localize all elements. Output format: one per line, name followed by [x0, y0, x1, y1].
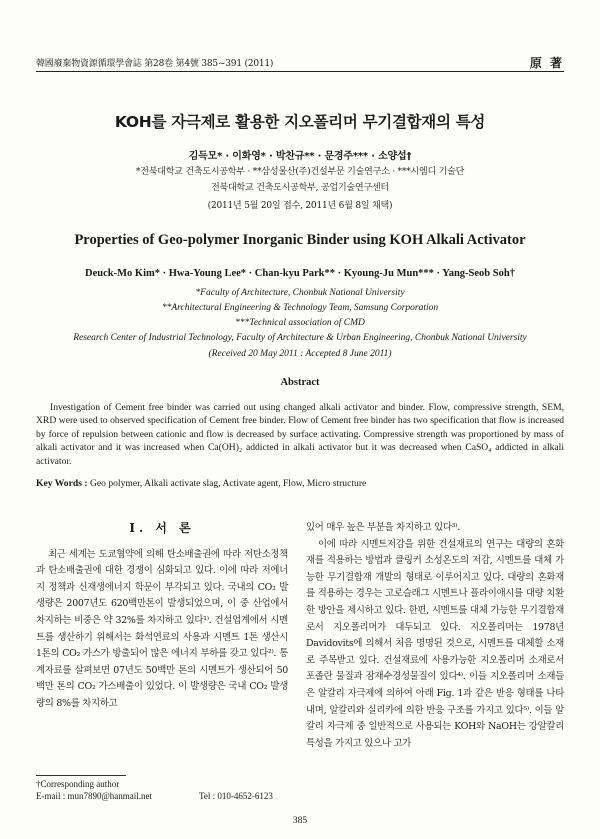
abstract-heading: Abstract	[280, 377, 320, 388]
korean-authors: 김득모* · 이화영* · 박찬규** · 문경주*** · 소양섭†	[188, 151, 412, 162]
footnote-email: E-mail : mun7890@hanmail.net	[36, 791, 153, 801]
english-title: Properties of Geo-polymer Inorganic Binder using KOH Alkali Activator	[74, 232, 526, 248]
section-heading-introduction: I. 서 론	[129, 521, 195, 535]
page-number: 385	[292, 816, 308, 826]
keywords-text: Geo polymer, Alkali activate slag, Activate agent, Flow, Micro structure	[89, 478, 367, 489]
english-received-date: (Received 20 May 2011 : Accepted 8 June 2011)	[208, 349, 392, 359]
intro-paragraph-2: 이에 따라 시멘트저감을 위한 건설재료의 연구는 대량의 혼화재를 적용하는 방법과 클링커 소성온도의 저감, 시멘트를 대체 가능한 무기결합재 개발의 형태로 이루어지고 있다. 대량의 혼화재를 적용하는 경우는 고로슬래그 시멘트나 플라이애시를 대량 치환한 방안을 제시하고 있다. 한편, 시멘트를 대체 가능한 무기결합재로서 지오폴리머가 대두되고 있다. 지오폴리머는 1978년 Davidovits에 의해서 처음 명명된 것으로, 시멘트를 대체할 소재로 주목받고 있다. 건설재료에 사용가능한 지오폴리머 소재로서 포졸란 물질과 잠재수경성물질이 있다⁴⁾. 이들 지오폴리머 소재들은 알칼리 자극제에 의하여 아래 Fig. 1과 같은 반응 형태를 나타내며, 알칼리와 실리카에 의한 반응 구조를 가지고 있다⁵⁾. 이들 알칼리 자극제 중 일반적으로 사용되는 KOH와 NaOH는 강알칼리 특성을 가지고 있으나 고가	[306, 538, 564, 749]
header-rule	[36, 71, 564, 72]
english-affiliation-4: Research Center of Industrial Technology, Faculty of Architecture & Urban Engineering, Chonbuk National University	[73, 333, 527, 343]
english-authors: Deuck-Mo Kim* · Hwa-Young Lee* · Chan-kyu Park** · Kyoung-Ju Mun*** · Yang-Seob Soh†	[85, 268, 515, 279]
english-affiliation-3: ***Technical association of CMD	[235, 318, 365, 328]
korean-received-date: (2011년 5월 20일 접수, 2011년 6월 8일 채택)	[207, 201, 393, 211]
journal-citation: 韓國廢棄物資源循環學會誌 第28卷 第4號 385~391 (2011)	[36, 59, 274, 69]
abstract-text: Investigation of Cement free binder was carried out using changed alkali activator and binder. Flow, compressive strength, SEM, XRD were used to observed specification of Cement free binder. Flow of Cement free binder has two specification that flow is increased by force of repulsion between cationic and flow is decreased by surface activating. Compressive strength was proportioned by mass of alkali activator and it was increased when Ca(OH)₂ addicted in alkali activator but it was decreased when CaSO₄ addicted in alkali activator.	[36, 402, 564, 467]
body-column-right	[306, 520, 564, 752]
body-column-left	[36, 520, 288, 713]
korean-affiliation-1: *전북대학교 건축도시공학부 · **삼성물산(주)건설부문 기술연구소 · ***시엠디 기술단	[135, 167, 465, 177]
english-affiliation-2: **Architectural Engineering & Technology Team, Samsung Corporation	[161, 303, 439, 313]
korean-title: KOH를 자극제로 활용한 지오폴리머 무기결합재의 특성	[114, 113, 486, 131]
keywords-label: Key Words :	[36, 478, 88, 489]
article-type-tag: 原 著	[529, 56, 564, 70]
footnote-rule	[36, 775, 126, 776]
footnote-tel: Tel : 010-4652-6123	[199, 791, 273, 801]
korean-affiliation-2: 전북대학교 건축도시공학부, 공업기술연구센터	[211, 183, 389, 193]
running-header	[36, 54, 564, 72]
footnote-corresponding: †Corresponding author	[36, 779, 120, 789]
intro-paragraph-continued: 있어 매우 높은 부분을 차지하고 있다³⁾.	[306, 522, 461, 533]
keywords	[36, 478, 564, 489]
intro-paragraph-1: 최근 세계는 도쿄협약에 의해 탄소배출권에 따라 저탄소정책과 탄소배출권에 대한 경쟁이 심화되고 있다. 이에 따라 저에너지 정책과 신재생에너지 학문이 부각되고 있다. 국내의 CO₂ 발생량은 2007년도 620백만톤이 발생되었으며, 이 중 산업에서 차지하는 비중은 약 32%를 차지하고 있다¹⁾. 건설업계에서 시멘트를 생산하기 위해서는 화석연료의 사용과 시멘트 1톤 생산시 1톤의 CO₂ 가스가 방출되어 많은 에너지 부하를 갖고 있다²⁾. 통계자료를 살펴보면 07년도 50백만 톤의 시멘트가 생산되어 50백만 톤의 CO₂ 가스배출이 있었다. 이 발생량은 국내 CO₂ 발생량의 8%를 차지하고	[36, 548, 288, 709]
footnote-contact	[36, 791, 273, 801]
abstract-body	[36, 401, 564, 468]
english-affiliation-1: *Faculty of Architecture, Chonbuk National University	[195, 288, 405, 298]
